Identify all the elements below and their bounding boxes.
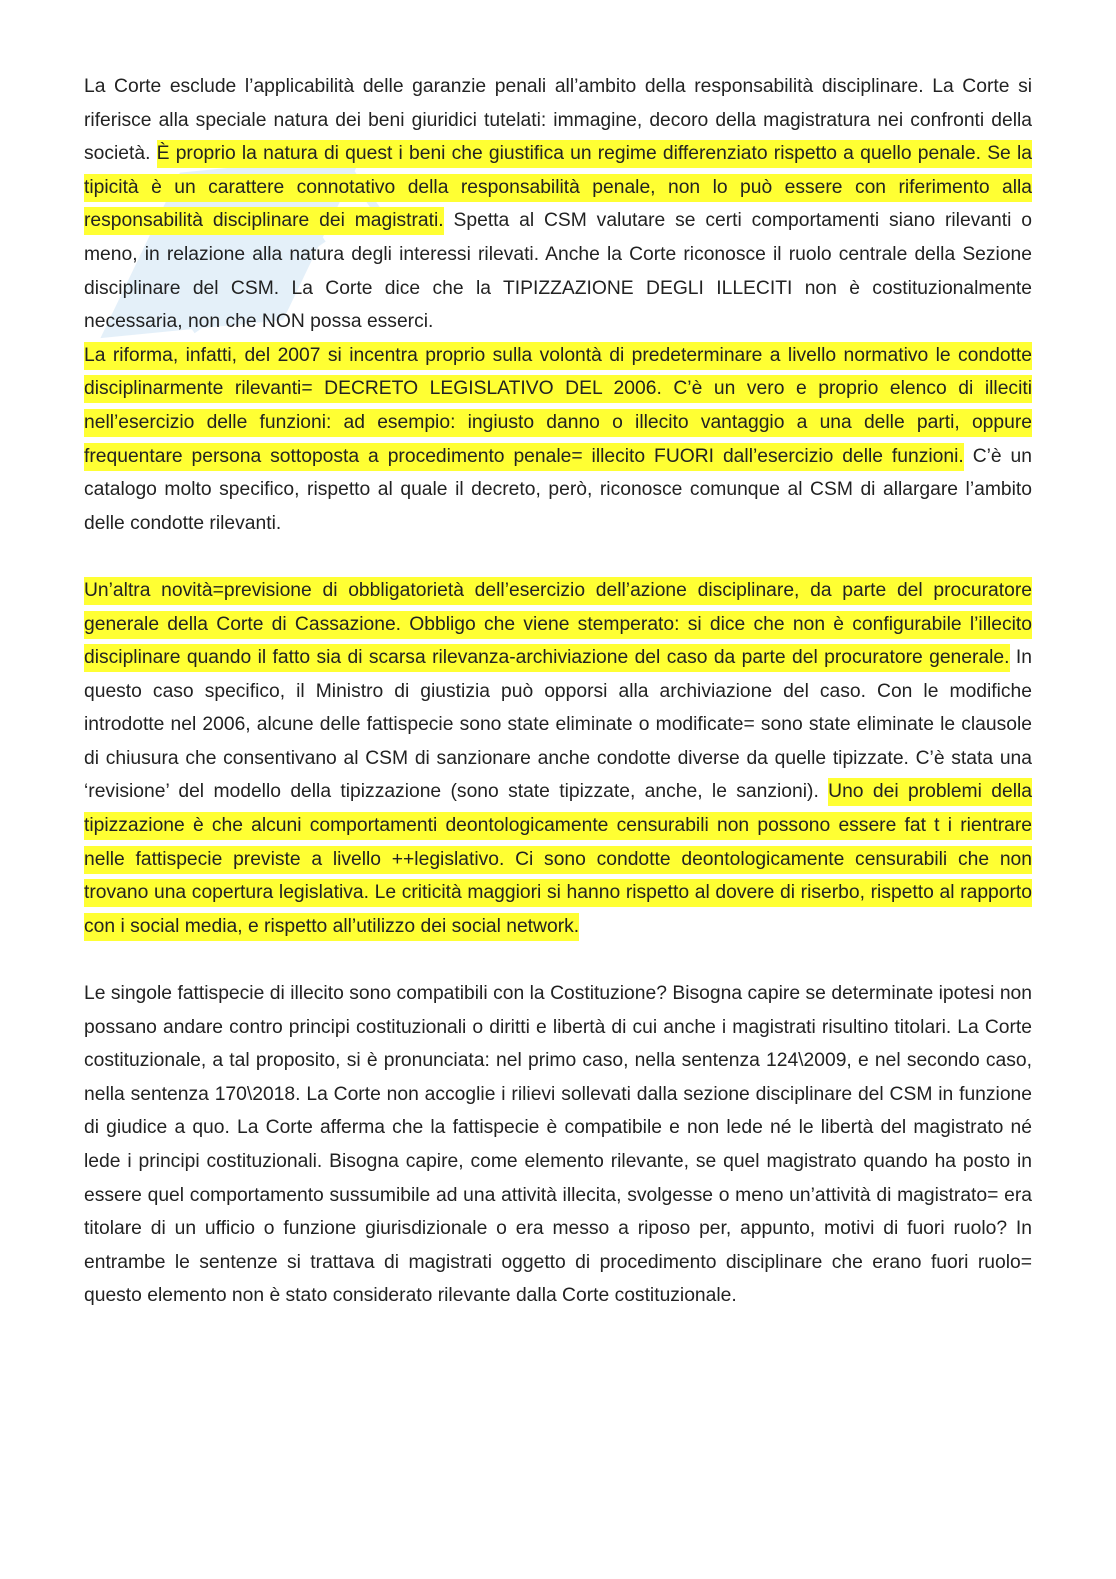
paragraph xyxy=(84,574,1032,944)
document-body xyxy=(84,70,1032,1313)
text-segment: C’è un catalogo molto specifico, rispetto al quale il decreto, però, riconosce comunque al CSM di allargare l’ambito delle condotte rilevanti. xyxy=(84,445,1033,534)
paragraph-spacer xyxy=(84,540,1032,574)
highlighted-text: Uno dei problemi della tipizzazione è che alcuni comportamenti deontologicamente censurabili non possono essere fat t i rientrare nelle fattispecie previste a livello ++legislativo. Ci sono condotte deontologicamente censurabili che non trovano una copertura legislativa. Le criticità maggiori si hanno rispetto al dovere di riserbo, rispetto al rapporto con i social media, e rispetto all’utilizzo dei social network. xyxy=(84,778,1032,940)
paragraph-spacer xyxy=(84,943,1032,977)
paragraph xyxy=(84,339,1032,541)
text-segment: Spetta al CSM valutare se certi comportamenti siano rilevanti o meno, in relazione alla natura degli interessi rilevati. Anche la Corte riconosce il ruolo centrale della Sezione disciplinare del CSM. La Corte dice che la TIPIZZAZIONE DEGLI ILLECITI non è costituzionalmente necessaria, non che NON possa esserci. xyxy=(84,210,1032,333)
highlighted-text: La riforma, infatti, del 2007 si incentra proprio sulla volontà di predeterminare a livello normativo le condotte disciplinarmente rilevanti= DECRETO LEGISLATIVO DEL 2006. C’è un vero e proprio elenco di illeciti nell’esercizio delle funzioni: ad esempio: ingiusto danno o illecito vantaggio a una delle parti, oppure frequentare persona sottoposta a procedimento penale= illecito FUORI dall’esercizio delle funzioni. xyxy=(84,342,1032,471)
text-segment: In questo caso specifico, il Ministro di giustizia può opporsi alla archiviazione del caso. Con le modifiche introdotte nel 2006, alcune delle fattispecie sono state eliminate o modificate= sono state eliminate le clausole di chiusura che consentivano al CSM di sanzionare anche condotte diverse da quelle tipizzate. C’è stata una ‘revisione’ del modello della tipizzazione (sono state tipizzate, anche, le sanzioni). xyxy=(84,647,1033,803)
highlighted-text: Un’altra novità=previsione di obbligatorietà dell’esercizio dell’azione disciplinare, da parte del procuratore generale della Corte di Cassazione. Obbligo che viene stemperato: si dice che non è configurabile l’illecito disciplinare quando il fatto sia di scarsa rilevanza-archiviazione del caso da parte del procuratore generale. xyxy=(84,577,1032,672)
text-segment: Le singole fattispecie di illecito sono compatibili con la Costituzione? Bisogna capire se determinate ipotesi non possano andare contro principi costituzionali o diritti e libertà di cui anche i magistrati risultino titolari. La Corte costituzionale, a tal proposito, si è pronunciata: nel primo caso, nella sentenza 124\2009, e nel secondo caso, nella sentenza 170\2018. La Corte non accoglie i rilievi sollevati dalla sezione disciplinare del CSM in funzione di giudice a quo. La Corte afferma che la fattispecie è compatibile e non lede né le libertà del magistrato né lede i principi costituzionali. Bisogna capire, come elemento rilevante, se quel magistrato quando ha posto in essere quel comportamento sussumibile ad una attività illecita, svolgesse o meno un’attività di magistrato= era titolare di un ufficio o funzione giurisdizionale o era messo a riposo per, appunto, motivi di fuori ruolo? In entrambe le sentenze si trattava di magistrati oggetto di procedimento disciplinare che erano fuori ruolo= questo elemento non è stato considerato rilevante dalla Corte costituzionale. xyxy=(84,983,1032,1307)
paragraph xyxy=(84,70,1032,339)
highlighted-text: È proprio la natura di quest i beni che giustifica un regime differenziato rispetto a quello penale. Se la tipicità è un carattere connotativo della responsabilità penale, non lo può essere con riferimento alla responsabilità disciplinare dei magistrati. xyxy=(84,140,1032,235)
paragraph xyxy=(84,977,1032,1313)
text-segment: La Corte esclude l’applicabilità delle garanzie penali all’ambito della responsabilità disciplinare. La Corte si riferisce alla speciale natura dei beni giuridici tutelati: immagine, decoro della magistratura nei confronti della società. xyxy=(84,76,1032,165)
